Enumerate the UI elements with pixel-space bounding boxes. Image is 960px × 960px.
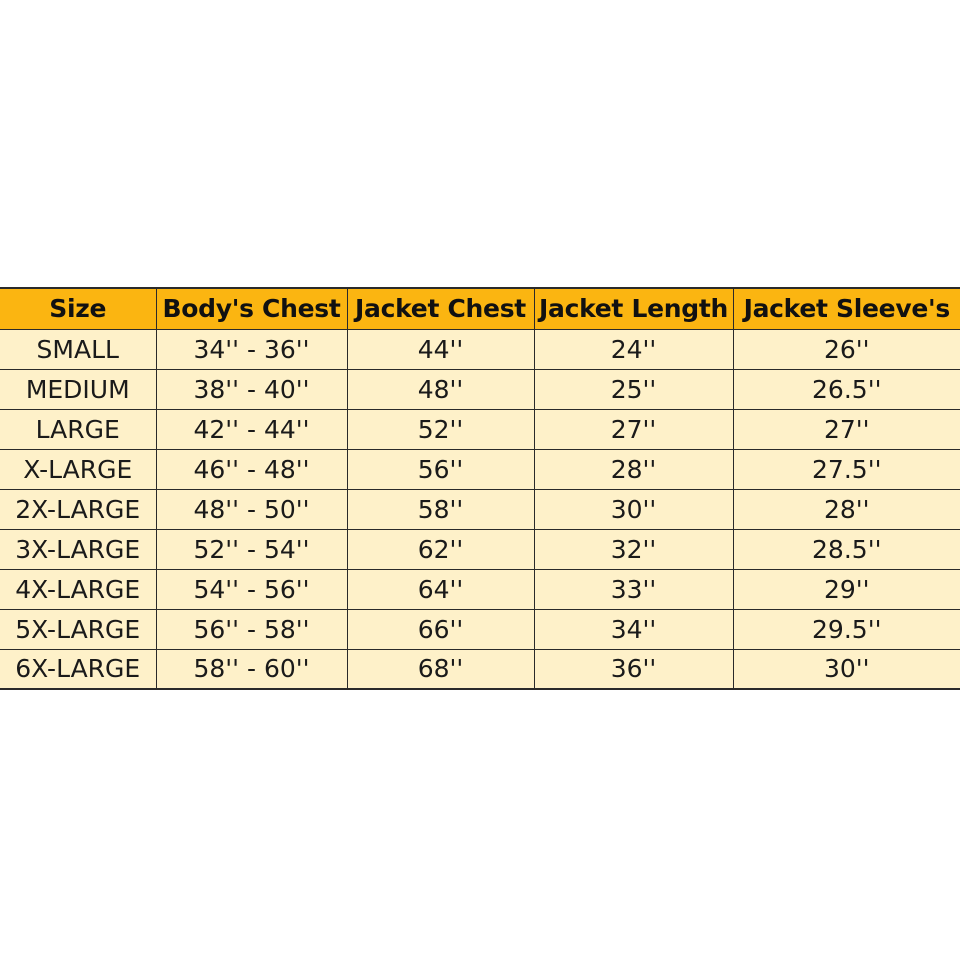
header-size: Size [0, 288, 156, 329]
cell-body-chest: 42'' - 44'' [156, 409, 347, 449]
cell-jacket-length: 34'' [534, 609, 733, 649]
cell-jacket-length: 33'' [534, 569, 733, 609]
table-row [0, 569, 960, 609]
table-row [0, 649, 960, 689]
cell-size: 4X-LARGE [0, 569, 156, 609]
header-row [0, 288, 960, 329]
cell-jacket-length: 24'' [534, 329, 733, 369]
cell-jacket-chest: 62'' [347, 529, 534, 569]
cell-size: 5X-LARGE [0, 609, 156, 649]
cell-jacket-chest: 68'' [347, 649, 534, 689]
cell-jacket-sleeves: 30'' [733, 649, 960, 689]
cell-size: X-LARGE [0, 449, 156, 489]
cell-jacket-chest: 48'' [347, 369, 534, 409]
cell-jacket-length: 28'' [534, 449, 733, 489]
cell-jacket-length: 25'' [534, 369, 733, 409]
header-body-chest: Body's Chest [156, 288, 347, 329]
cell-jacket-length: 36'' [534, 649, 733, 689]
cell-body-chest: 58'' - 60'' [156, 649, 347, 689]
table-row [0, 489, 960, 529]
cell-body-chest: 56'' - 58'' [156, 609, 347, 649]
cell-jacket-chest: 66'' [347, 609, 534, 649]
cell-body-chest: 48'' - 50'' [156, 489, 347, 529]
cell-body-chest: 52'' - 54'' [156, 529, 347, 569]
cell-jacket-chest: 58'' [347, 489, 534, 529]
cell-size: 6X-LARGE [0, 649, 156, 689]
header-jacket-length: Jacket Length [534, 288, 733, 329]
table-row [0, 529, 960, 569]
cell-jacket-chest: 52'' [347, 409, 534, 449]
table-row [0, 609, 960, 649]
cell-size: LARGE [0, 409, 156, 449]
cell-jacket-sleeves: 29'' [733, 569, 960, 609]
cell-jacket-chest: 56'' [347, 449, 534, 489]
cell-jacket-length: 27'' [534, 409, 733, 449]
cell-size: MEDIUM [0, 369, 156, 409]
cell-jacket-sleeves: 28.5'' [733, 529, 960, 569]
cell-jacket-sleeves: 27.5'' [733, 449, 960, 489]
cell-body-chest: 54'' - 56'' [156, 569, 347, 609]
cell-jacket-sleeves: 28'' [733, 489, 960, 529]
cell-size: 3X-LARGE [0, 529, 156, 569]
cell-body-chest: 34'' - 36'' [156, 329, 347, 369]
table-row [0, 409, 960, 449]
cell-jacket-sleeves: 26.5'' [733, 369, 960, 409]
cell-body-chest: 38'' - 40'' [156, 369, 347, 409]
header-jacket-chest: Jacket Chest [347, 288, 534, 329]
cell-body-chest: 46'' - 48'' [156, 449, 347, 489]
cell-jacket-sleeves: 26'' [733, 329, 960, 369]
cell-size: 2X-LARGE [0, 489, 156, 529]
header-jacket-sleeves: Jacket Sleeve's [733, 288, 960, 329]
cell-size: SMALL [0, 329, 156, 369]
table-row [0, 369, 960, 409]
cell-jacket-length: 30'' [534, 489, 733, 529]
cell-jacket-chest: 64'' [347, 569, 534, 609]
cell-jacket-length: 32'' [534, 529, 733, 569]
table-row [0, 449, 960, 489]
cell-jacket-sleeves: 29.5'' [733, 609, 960, 649]
cell-jacket-chest: 44'' [347, 329, 534, 369]
table-row [0, 329, 960, 369]
size-chart-table [0, 287, 960, 690]
cell-jacket-sleeves: 27'' [733, 409, 960, 449]
